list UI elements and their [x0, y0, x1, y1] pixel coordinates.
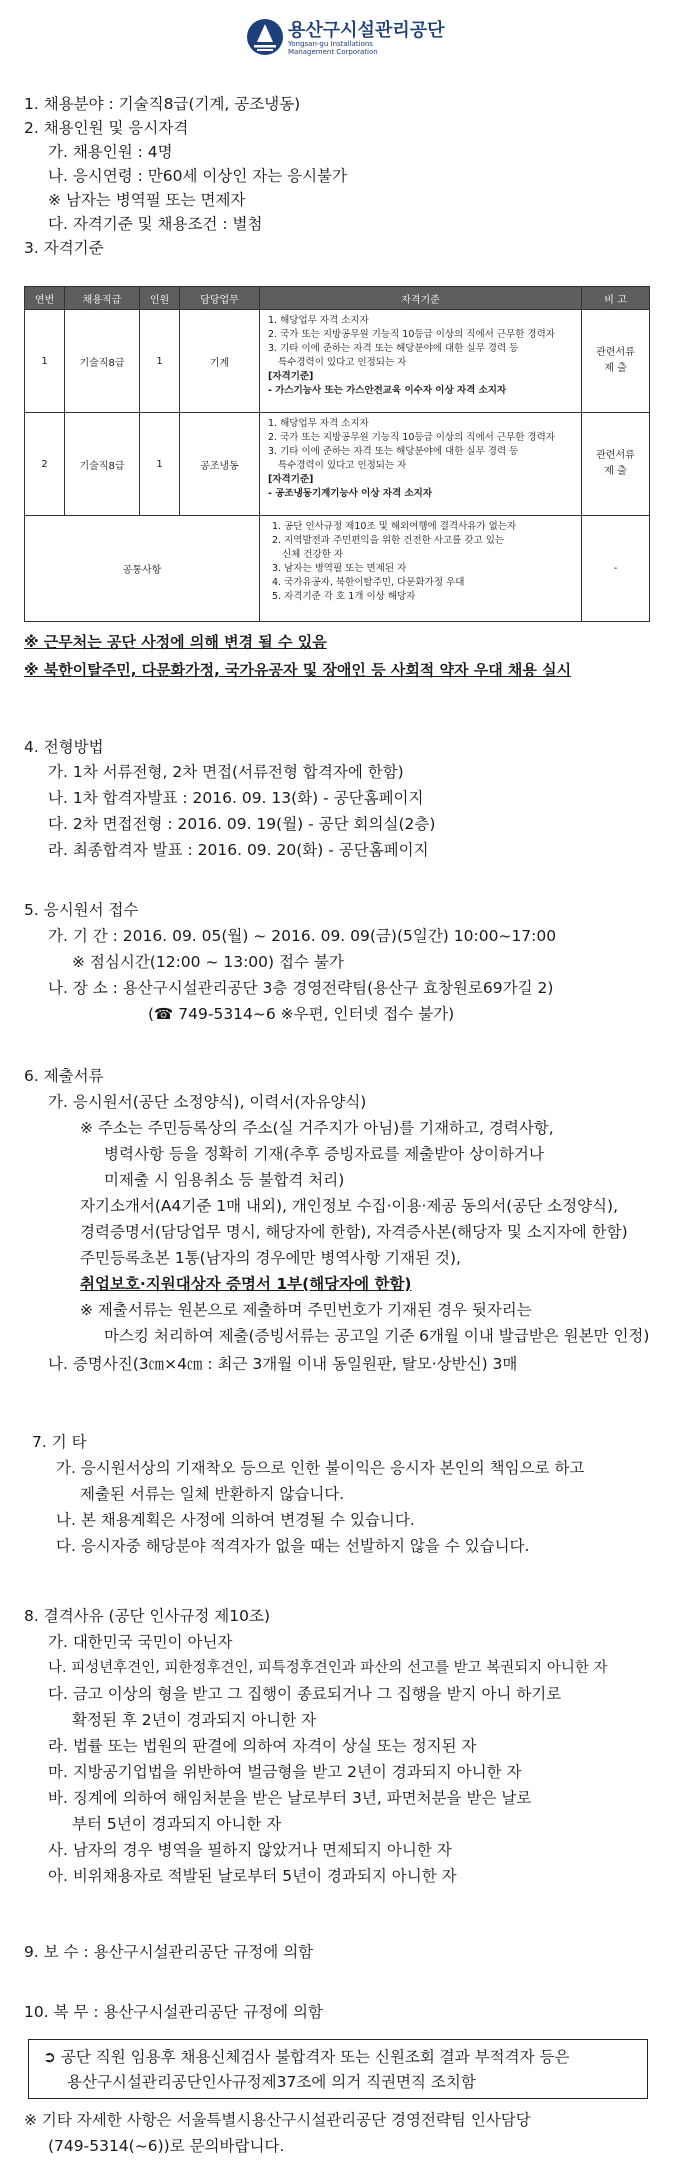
- footer-contact-line: (749-5314(~6))로 문의바랍니다.: [48, 2137, 285, 2155]
- remark-line: 제 출: [604, 363, 627, 374]
- section-6-line: 경력증명서(담당업무 명시, 해당자에 한함), 자격증사본(해당자 및 소지자에 한함): [80, 1223, 628, 1241]
- cell-criteria: [260, 310, 582, 413]
- section-6-title: 6. 제출서류: [24, 1067, 104, 1085]
- header-grade: 채용직급: [65, 287, 140, 310]
- section-8-line: 사. 남자의 경우 병역을 필하지 않았거나 면제되지 아니한 자: [48, 1841, 452, 1859]
- criteria-line: [자격기준]: [268, 474, 314, 485]
- cell-common-label: 공통사항: [25, 516, 260, 622]
- criteria-line: 2. 국가 또는 지방공무원 기능직 10등급 이상의 직에서 근무한 경력자: [268, 329, 555, 340]
- criteria-line: 2. 지역발전과 주민편익을 위한 건전한 사고를 갖고 있는: [272, 535, 505, 546]
- section-6-line: 자기소개서(A4기준 1매 내외), 개인정보 수집·이용·제공 동의서(공단 소정양식),: [80, 1197, 619, 1215]
- org-name: 용산구시설관리공단: [288, 20, 445, 41]
- criteria-line: 특수경력이 있다고 인정되는 자: [278, 357, 407, 368]
- cell-remark: [582, 310, 650, 413]
- notice-line: ➲ 공단 직원 임용후 채용신체검사 불합격자 또는 신원조회 결과 부적격자 등은: [43, 2048, 570, 2066]
- criteria-line: 3. 기타 이에 준하는 자격 또는 해당분야에 대한 실무 경력 등: [268, 446, 519, 457]
- section-3-title: 3. 자격기준: [24, 239, 104, 257]
- table-row: [25, 413, 650, 516]
- section-8-line: 부터 5년이 경과되지 아니한 자: [72, 1815, 282, 1833]
- criteria-line: 1. 공단 인사규정 제10조 및 해외여행에 결격사유가 없는자: [272, 521, 517, 532]
- section-5-line: 가. 기 간 : 2016. 09. 05(월) ~ 2016. 09. 09(금)(5일간) 10:00~17:00: [48, 927, 557, 945]
- criteria-line: [자격기준]: [268, 371, 314, 382]
- dismissal-notice-box: [28, 2039, 648, 2099]
- remark-line: 관련서류: [596, 347, 635, 358]
- org-logo-icon: [246, 18, 284, 56]
- section-5-line: (☎ 749-5314~6 ※우편, 인터넷 접수 불가): [148, 1005, 455, 1023]
- criteria-line: 5. 자격기준 각 호 1개 이상 해당자: [272, 591, 416, 602]
- section-6-line: 가. 응시원서(공단 소정양식), 이력서(자유양식): [48, 1093, 367, 1111]
- section-6-line: 주민등록초본 1통(남자의 경우에만 병역사항 기재된 것),: [80, 1249, 461, 1267]
- section-4-line: 다. 2차 면접전형 : 2016. 09. 19(월) - 공단 회의실(2층): [48, 815, 436, 833]
- notice-line: 용산구시설관리공단인사규정제37조에 의거 직권면직 조치함: [67, 2073, 476, 2091]
- cell-duty: 기계: [180, 310, 260, 413]
- criteria-line: - 공조냉동기계기능사 이상 자격 소지자: [268, 488, 433, 499]
- header-remark: 비 고: [582, 287, 650, 310]
- section-2-line: ※ 남자는 병역필 또는 면제자: [48, 191, 246, 209]
- table-row-common: [25, 516, 650, 622]
- section-6-line: ※ 제출서류는 원본으로 제출하며 주민번호가 기재된 경우 뒷자리는: [80, 1301, 532, 1319]
- header-criteria: 자격기준: [260, 287, 582, 310]
- header-no: 연번: [25, 287, 65, 310]
- section-9-line: 9. 보 수 : 용산구시설관리공단 규정에 의함: [24, 1943, 314, 1961]
- header-duty: 담당업무: [180, 287, 260, 310]
- footer-contact-line: ※ 기타 자세한 사항은 서울특별시용산구시설관리공단 경영전략팀 인사담당: [24, 2111, 531, 2129]
- cell-count: 1: [140, 310, 180, 413]
- section-4-line: 나. 1차 합격자발표 : 2016. 09. 13(화) - 공단홈페이지: [48, 789, 424, 807]
- section-2-line: 다. 자격기준 및 채용조건 : 별첨: [48, 215, 263, 233]
- criteria-line: 4. 국가유공자, 북한이탈주민, 다문화가정 우대: [272, 577, 465, 588]
- section-5-title: 5. 응시원서 접수: [24, 901, 139, 919]
- section-2-line: 나. 응시연령 : 만60세 이상인 자는 응시불가: [48, 167, 348, 185]
- section-8-line: 나. 피성년후견인, 피한정후견인, 피특정후견인과 파산의 선고를 받고 복권되지 아니한 자: [48, 1660, 608, 1676]
- section-4-line: 가. 1차 서류전형, 2차 면접(서류전형 합격자에 한함): [48, 763, 404, 781]
- section-2-title: 2. 채용인원 및 응시자격: [24, 119, 189, 137]
- section-7-line: 제출된 서류는 일체 반환하지 않습니다.: [80, 1485, 345, 1503]
- table-header-row: [25, 287, 650, 310]
- criteria-line: 3. 기타 이에 준하는 자격 또는 해당분야에 대한 실무 경력 등: [268, 343, 519, 354]
- remark-line: 관련서류: [596, 450, 635, 461]
- cell-remark: [582, 413, 650, 516]
- section-6-line: 나. 증명사진(3㎝×4㎝ : 최근 3개월 이내 동일원판, 탈모·상반신) 3매: [48, 1355, 518, 1373]
- section-6-line: ※ 주소는 주민등록상의 주소(실 거주지가 아님)를 기재하고, 경력사항,: [80, 1119, 554, 1137]
- section-6-line: 마스킹 처리하여 제출(증빙서류는 공고일 기준 6개월 이내 발급받은 원본만 인정): [104, 1327, 650, 1345]
- section-5-line: 나. 장 소 : 용산구시설관리공단 3층 경영전략팀(용산구 효창원로69가길 2): [48, 979, 554, 997]
- section-8-line: 확정된 후 2년이 경과되지 아니한 자: [72, 1711, 317, 1729]
- section-8-line: 가. 대한민국 국민이 아닌자: [48, 1633, 233, 1651]
- section-8-line: 아. 비위채용자로 적발된 날로부터 5년이 경과되지 아니한 자: [48, 1867, 457, 1885]
- section-6-line: 미제출 시 임용취소 등 불합격 처리): [104, 1171, 345, 1189]
- header-count: 인원: [140, 287, 180, 310]
- qualification-table: [24, 286, 650, 622]
- cell-common-criteria: [260, 516, 582, 622]
- section-8-line: 다. 금고 이상의 형을 받고 그 집행이 종료되거나 그 집행을 받지 아니 하기로: [48, 1685, 562, 1703]
- cell-common-remark: -: [582, 516, 650, 622]
- cell-duty: 공조냉동: [180, 413, 260, 516]
- criteria-line: 1. 해당업무 자격 소지자: [268, 315, 369, 326]
- criteria-line: 1. 해당업무 자격 소지자: [268, 418, 369, 429]
- section-6-line: 취업보호·지원대상자 증명서 1부(해당자에 한함): [80, 1275, 412, 1293]
- section-4-title: 4. 전형방법: [24, 738, 104, 756]
- criteria-line: 3. 남자는 병역필 또는 면제된 자: [272, 563, 407, 574]
- section-8-line: 라. 법률 또는 법원의 판결에 의하여 자격이 상실 또는 정지된 자: [48, 1737, 477, 1755]
- note-workplace: ※ 근무처는 공단 사정에 의해 변경 될 수 있음: [24, 633, 327, 651]
- criteria-line: 2. 국가 또는 지방공무원 기능직 10등급 이상의 직에서 근무한 경력자: [268, 432, 555, 443]
- criteria-line: 신체 건강한 자: [282, 549, 344, 560]
- section-8-line: 바. 징계에 의하여 해임처분을 받은 날로부터 3년, 파면처분을 받은 날로: [48, 1789, 532, 1807]
- cell-grade: 기술직8급: [65, 413, 140, 516]
- section-5-line: ※ 점심시간(12:00 ~ 13:00) 접수 불가: [72, 953, 344, 971]
- cell-no: 1: [25, 310, 65, 413]
- section-4-line: 라. 최종합격자 발표 : 2016. 09. 20(화) - 공단홈페이지: [48, 841, 429, 859]
- cell-grade: 기술직8급: [65, 310, 140, 413]
- section-8-line: 마. 지방공기업법을 위반하여 벌금형을 받고 2년이 경과되지 아니한 자: [48, 1763, 522, 1781]
- org-name-en: Yongsan-gu Installations Management Corporation: [288, 40, 378, 56]
- section-7-line: 가. 응시원서상의 기재착오 등으로 인한 불이익은 응시자 본인의 책임으로 하고: [56, 1459, 585, 1477]
- section-10-line: 10. 복 무 : 용산구시설관리공단 규정에 의함: [24, 2003, 324, 2021]
- section-2-line: 가. 채용인원 : 4명: [48, 143, 173, 161]
- section-7-line: 나. 본 채용계획은 사정에 의하여 변경될 수 있습니다.: [56, 1511, 415, 1529]
- cell-no: 2: [25, 413, 65, 516]
- cell-count: 1: [140, 413, 180, 516]
- section-7-line: 다. 응시자중 해당분야 적격자가 없을 때는 선발하지 않을 수 있습니다.: [56, 1537, 530, 1555]
- section-6-line: 병력사항 등을 정확히 기재(추후 증빙자료를 제출받아 상이하거나: [104, 1145, 544, 1163]
- criteria-line: 특수경력이 있다고 인정되는 자: [278, 460, 407, 471]
- section-8-title: 8. 결격사유 (공단 인사규정 제10조): [24, 1607, 270, 1625]
- table-row: [25, 310, 650, 413]
- cell-criteria: [260, 413, 582, 516]
- section-7-title: 7. 기 타: [32, 1433, 87, 1451]
- section-1-line: 1. 채용분야 : 기술직8급(기계, 공조냉동): [24, 95, 301, 113]
- remark-line: 제 출: [604, 466, 627, 477]
- criteria-line: - 가스기능사 또는 가스안전교육 이수자 이상 자격 소지자: [268, 385, 507, 396]
- note-preference: ※ 북한이탈주민, 다문화가정, 국가유공자 및 장애인 등 사회적 약자 우대 채용 실시: [24, 661, 572, 679]
